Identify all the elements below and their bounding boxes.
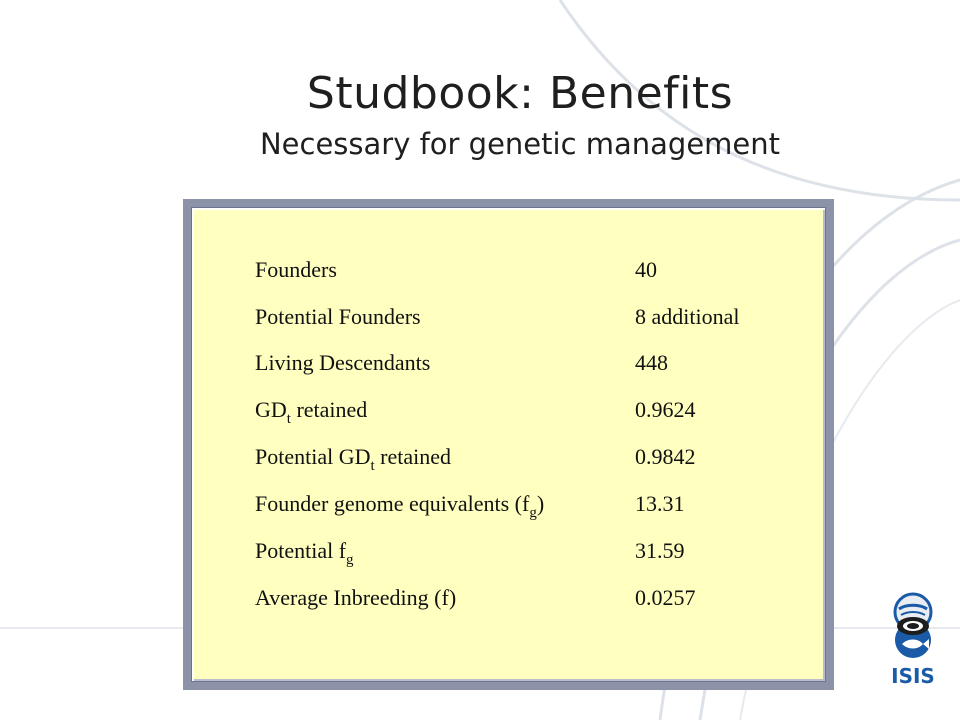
row-label: Potential $f_g$: [255, 538, 354, 568]
row-value: 0.9624: [635, 397, 696, 422]
row-value: 448: [635, 350, 668, 375]
table-row: [255, 491, 815, 531]
slide-subtitle: Necessary for genetic management: [259, 127, 781, 161]
table-row: [255, 350, 815, 390]
studbook-table: [191, 207, 826, 682]
row-value: 13.31: [635, 491, 685, 516]
studbook-table-panel: [183, 199, 834, 690]
table-row: [255, 585, 815, 625]
row-value: 31.59: [635, 538, 685, 563]
row-label: Average Inbreeding (f): [255, 585, 457, 610]
row-value: 8 additional: [635, 304, 740, 329]
table-row: [255, 257, 815, 297]
row-value: 0.0257: [635, 585, 696, 610]
row-label: Potential $GD_t$ retained: [255, 444, 452, 474]
row-label: Founders: [255, 257, 337, 282]
slide-title: Studbook: Benefits: [306, 68, 734, 119]
table-row: [255, 538, 815, 578]
row-value: 40: [635, 257, 657, 282]
table-row: [255, 397, 815, 437]
logo-text: ISIS: [891, 664, 935, 688]
row-label: Potential Founders: [255, 304, 421, 329]
row-label: $GD_t$ retained: [255, 397, 368, 427]
row-label: Living Descendants: [255, 350, 431, 375]
row-label: Founder genome equivalents $(f_g)$: [255, 491, 545, 521]
row-value: 0.9842: [635, 444, 696, 469]
table-row: [255, 304, 815, 344]
table-row: [255, 444, 815, 484]
